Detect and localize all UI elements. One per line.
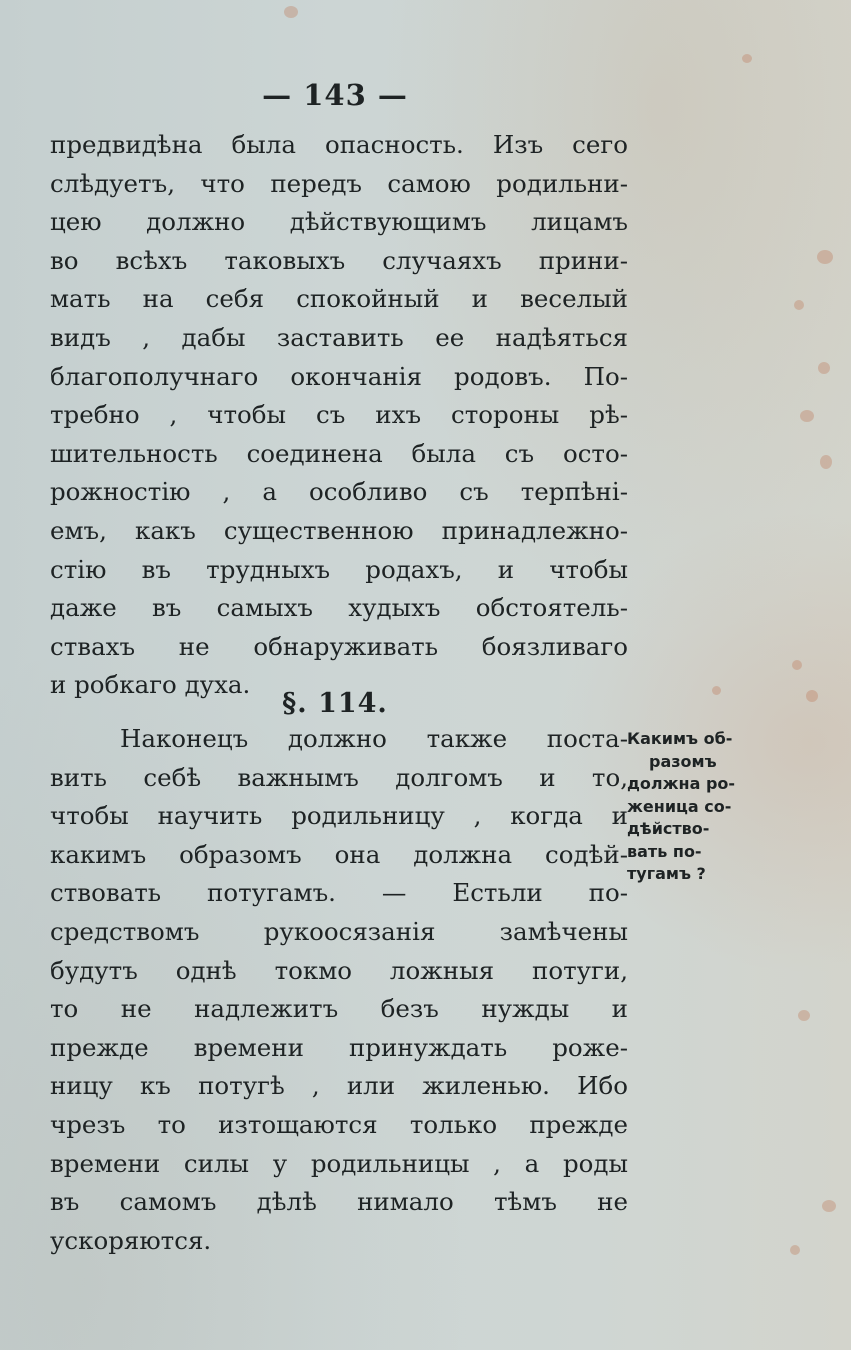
text-line: средствомъ рукоосязанія замѣчены [50, 916, 628, 946]
paragraph-1 [50, 126, 628, 705]
text-line: благополучнаго окончанія родовъ. По- [50, 361, 628, 391]
margin-note-line: должна ро- [627, 774, 736, 793]
text-line: шительность соединена была съ осто- [50, 438, 628, 468]
text-line: емъ, какъ существенною принадлежно- [50, 515, 628, 545]
foxing-spot [822, 1200, 836, 1212]
foxing-spot [284, 6, 298, 18]
text-line: цею должно дѣйствующимъ лицамъ [50, 207, 628, 237]
foxing-spot [794, 300, 804, 310]
margin-note-line: вать по- [627, 841, 702, 861]
text-line: чтобы научить родильницу , когда и [50, 801, 628, 831]
text-line: требно , чтобы съ ихъ стороны рѣ- [50, 400, 628, 430]
text-line: какимъ образомъ она должна содѣй- [50, 839, 628, 869]
margin-note-line: разомъ [649, 751, 717, 771]
text-line: слѣдуетъ, что передъ самою родильни- [50, 168, 628, 198]
text-line: Наконецъ должно также поста- [120, 724, 628, 753]
text-line: ускоряются. [50, 1225, 212, 1255]
text-line: то не надлежитъ безъ нужды и [50, 994, 628, 1024]
foxing-spot [798, 1010, 810, 1021]
foxing-spot [792, 660, 802, 670]
foxing-spot [820, 455, 832, 469]
text-line: видъ , дабы заставить ее надѣяться [50, 322, 628, 352]
foxing-spot [790, 1245, 800, 1255]
section-heading: §. 114. [282, 688, 388, 719]
text-line: въ самомъ дѣлѣ нимало тѣмъ не [50, 1187, 628, 1217]
text-line: предвидѣна была опасность. Изъ сего [50, 130, 628, 159]
text-line: мать на себя спокойный и веселый [50, 284, 628, 314]
text-line: во всѣхъ таковыхъ случаяхъ прини- [50, 245, 628, 275]
foxing-spot [800, 410, 814, 422]
foxing-spot [742, 54, 752, 63]
text-line: времени силы у родильницы , а роды [50, 1148, 628, 1178]
text-line: вить себѣ важнымъ долгомъ и то, [50, 762, 628, 792]
text-line: стію въ трудныхъ родахъ, и чтобы [50, 554, 628, 584]
text-line: прежде времени принуждать роже- [50, 1032, 628, 1062]
foxing-spot [712, 686, 721, 695]
margin-note-line: дѣйство- [627, 819, 710, 838]
text-line: рожностію , а особливо съ терпѣні- [50, 477, 628, 507]
text-line: будутъ однѣ токмо ложныя потуги, [50, 955, 628, 985]
foxing-spot [817, 250, 833, 264]
foxing-spot [806, 690, 818, 702]
margin-note-line: тугамъ ? [627, 864, 706, 883]
margin-note-line: женица со- [627, 796, 732, 816]
text-line: чрезъ то изтощаются только прежде [50, 1109, 628, 1139]
text-line: ствовать потугамъ. — Естьли по- [50, 878, 628, 908]
margin-note-line: Какимъ об- [627, 729, 733, 748]
text-line: даже въ самыхъ худыхъ обстоятель- [50, 593, 628, 623]
margin-note [627, 728, 767, 886]
foxing-spot [818, 362, 830, 374]
text-line: ствахъ не обнаруживать боязливаго [50, 631, 628, 661]
text-line: и робкаго духа. [50, 670, 251, 700]
paragraph-2 [50, 720, 628, 1260]
text-line: ницу къ потугѣ , или жиленью. Ибо [50, 1071, 628, 1101]
page-number: — 143 — [262, 78, 408, 112]
